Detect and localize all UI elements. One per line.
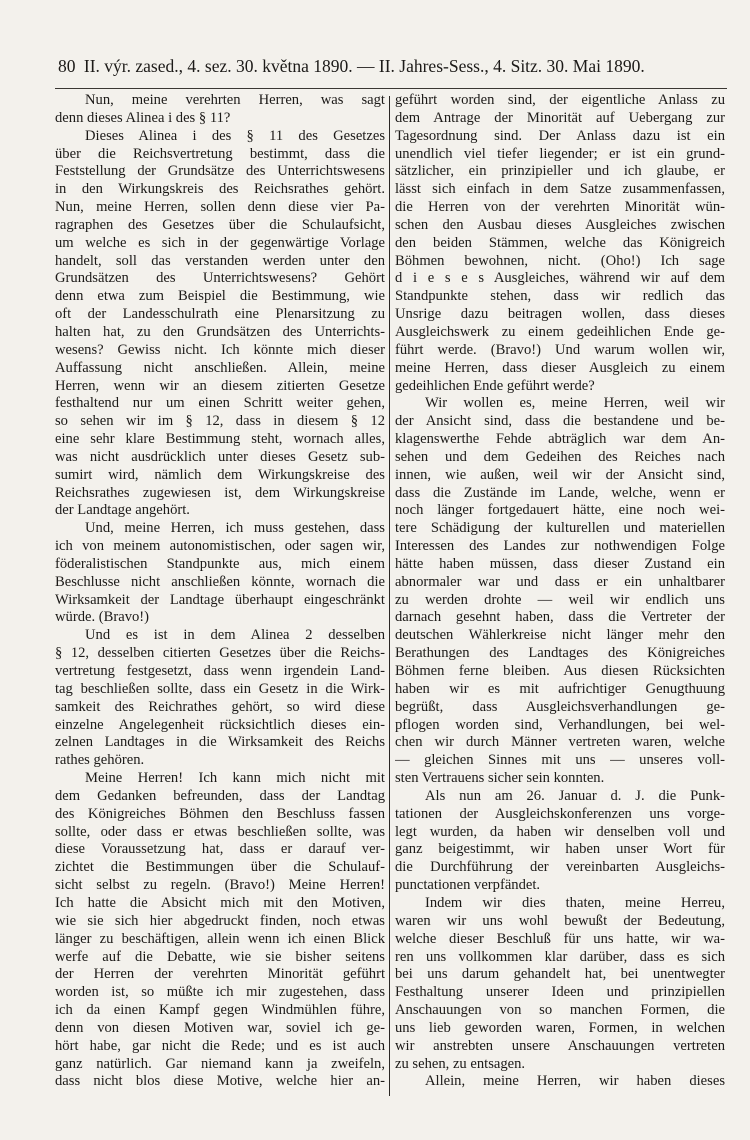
text-line: — gleichen Sinnes mit uns — unseres voll- (395, 752, 725, 769)
text-line: Meine Herren! Ich kann mich nicht mit (85, 770, 385, 787)
text-line: sten Vertrauens sicher sein konnten. (395, 770, 605, 787)
text-line: zelnen Landtages in die Wirksamkeit des Reichs (55, 734, 385, 751)
text-line: meine Herren, dass dieser Ausgleich zu einem (395, 359, 725, 376)
text-line: Indem wir dies thaten, meine Herreu, (425, 894, 725, 911)
text-line: waren wir uns wohl bewußt der Bedeutung, (395, 912, 725, 929)
text-line: gedeihlichen Ende geführt werde? (395, 377, 595, 394)
text-line: unendlich viel tiefer liegender; er ist ein grund- (395, 145, 725, 162)
text-line: ganz natürlich. Gar niemand kann ja zweifeln, (55, 1055, 385, 1072)
text-line: noch länger fortgedauert hätte, eine noch wei- (395, 502, 725, 519)
header-title: II. výr. zased., 4. sez. 30. května 1890. — II. Jahres-Sess., 4. Sitz. 30. Mai 1890. (83, 56, 645, 76)
text-line: denn von diesen Motiven war, soviel ich ge- (55, 1019, 385, 1036)
text-line: Wir wollen es, meine Herren, weil wir (425, 395, 725, 412)
text-line: zu sehen, zu entsagen. (395, 1055, 526, 1072)
text-line: ganz beigestimmt, wir haben unser Wort für (395, 841, 725, 858)
text-line: sicht selbst zu regeln. (Bravo!) Meine Herren! (55, 877, 385, 894)
text-line: zu werden drohte — weil wir endlich uns (395, 591, 725, 608)
running-header (58, 56, 725, 77)
text-line: Beschlusse nicht anschließen könnte, wornach die (55, 573, 385, 590)
text-line: wesens? Gewiss nicht. Ich könnte mich dieser (55, 341, 385, 358)
text-line: wir anstrebten unsere Anschauungen vertreten (395, 1037, 725, 1054)
text-line: tere Schädigung der kulturellen und materiellen (395, 520, 725, 537)
text-line: handelt, soll das verstanden werden unter den (55, 252, 385, 269)
text-line: ich von meinem autonomistischen, oder sagen wir, (55, 538, 385, 555)
text-line: tationen der Ausgleichskonferenzen uns vorge- (395, 805, 725, 822)
text-line: Berathungen des Landtages des Königreiches (395, 645, 725, 662)
text-line: samkeit des Reichrathes gehört, so wird diese (55, 698, 385, 715)
page-number: 80 (58, 56, 76, 76)
text-line: vertretung festgesetzt, dass wenn irgendein Land- (55, 663, 385, 679)
text-line: innen, wie außen, weil wir der Ansicht sind, (395, 466, 725, 483)
text-line: Böhmen ferne bleiben. Aus diesen Rücksichten (395, 663, 725, 679)
text-line: Als nun am 26. Januar d. J. die Punk- (425, 787, 725, 804)
text-line: sumirt wird, nämlich dem Wirkungskreise des (55, 466, 385, 483)
text-line: schen den Ausbau dieses Ausgleiches zwischen (395, 216, 725, 233)
text-line: hört habe, gar nicht die Rede; und es ist auch (55, 1037, 385, 1054)
text-line: halten hat, zu den Grundsätzen des Unterrichts- (55, 323, 385, 340)
text-line: sätzlicher, ein prinzipieller und ich glaube, er (395, 163, 725, 180)
text-line: denn dieses Alinea i des § 11? (55, 109, 231, 126)
text-line: oft der Landesschulrath eine Plenarsitzung zu (55, 306, 385, 323)
text-line: Nun, meine verehrten Herren, was sagt (85, 92, 385, 108)
text-line: einzelne Angelegenheit rücksichtlich dieses ein- (55, 716, 385, 733)
text-line: legt wurden, da haben wir denselben voll und (395, 823, 725, 840)
text-line: Herren, wenn wir an diesem zitierten Gesetze (55, 377, 385, 394)
text-line: ich da einen Kampf gegen Windmühlen führe, (55, 1002, 385, 1019)
text-line: § 12, desselben citierten Gesetzes über die Reichs- (55, 645, 385, 662)
text-line: die Durchführung der vereinbarten Ausgleichs- (395, 859, 725, 876)
text-line: Ausgleichswerk zu einem gedeihlichen Ende ge- (395, 323, 725, 340)
text-line: um welche es sich in der gegenwärtige Vorlage (55, 234, 385, 251)
text-line: punctationen verpfändet. (395, 877, 541, 894)
text-line: deutschen Wählerkreise nicht länger mehr den (395, 627, 725, 644)
text-line: ragraphen des Gesetzes über die Schulaufsicht, (55, 216, 385, 233)
text-line: Ich hatte die Absicht mich mit den Motiven, (55, 894, 385, 911)
text-line: Festhaltung unserer Ideen und prinzipiellen (395, 984, 725, 1001)
text-line: führt werde. (Bravo!) Und warum wollen wir, (395, 341, 725, 358)
text-line: Anschauungen von so manchen Formen, die (395, 1002, 725, 1019)
text-line: Feststellung der Grundsätze des Unterrichtswesens (55, 163, 385, 180)
text-line: uns lieb geworden waren, Formen, in welchen (395, 1019, 725, 1036)
text-line: welche dieser Beschluß für uns hatte, wir wa- (395, 930, 725, 947)
text-line: Grundsätzen des Unterrichtswesens? Gehört (55, 270, 385, 287)
text-line: so sehen wir im § 12, dass in diesem § 12 (55, 413, 385, 430)
text-line: Und, meine Herren, ich muss gestehen, dass (85, 520, 385, 537)
text-line: tag beschließen sollte, dass ein Gesetz in die Wirk- (55, 680, 385, 697)
text-line: Unsrige dazu beitragen wollen, dass dieses (395, 306, 725, 323)
text-line: was nicht ausdrücklich unter dieses Gesetz sub- (55, 448, 385, 465)
column-divider (389, 96, 390, 1096)
text-line: lässt sich einfach in dem Satze zusammenfassen, (395, 181, 725, 198)
text-line: würde. (Bravo!) (55, 609, 150, 626)
text-line: dass die Zustände im Lande, welche, wenn er (395, 484, 725, 501)
text-line: Dieses Alinea i des § 11 des Gesetzes (85, 127, 385, 144)
text-line: Auffassung nicht anschließen. Allein, meine (55, 359, 385, 376)
text-line: pflogen worden sind, Verhandlungen, bei wel- (395, 716, 725, 733)
text-line: darnach gesehnt haben, dass die Vertreter der (395, 609, 725, 626)
right-text-column (395, 92, 725, 1091)
text-line: klagenswerthe Fehde abträglich war dem An- (395, 431, 725, 448)
text-line: wie sie sich hier abgedruckt finden, noch etwas (55, 912, 385, 929)
text-line: werfe auf die Debatte, wie sie bisher seitens (55, 948, 385, 965)
text-line: abnormaler war und dass er ein unhaltbarer (395, 573, 725, 590)
text-line: zichtet die Bestimmungen über die Schulauf- (55, 859, 385, 876)
text-line: Allein, meine Herren, wir haben dieses (425, 1073, 725, 1090)
text-line: festhaltend nur um einen Schritt weiter gehen, (55, 395, 385, 412)
text-line: Nun, meine Herren, sollen denn diese vier Pa- (55, 199, 385, 216)
text-line: begrüßt, dass Ausgleichsverhandlungen ge- (395, 698, 725, 715)
text-line: der Herren der verehrten Minorität geführt (55, 966, 385, 983)
text-line: über die Reichsvertretung bestimmt, dass die (55, 145, 385, 162)
left-text-column (55, 92, 385, 1091)
text-line: des Königreiches Böhmen den Beschluss fassen (55, 805, 385, 822)
text-line: worden ist, so müßte ich mir zugestehen, dass (55, 984, 385, 1001)
text-line: dem Antrage der Minorität auf Uebergang zur (395, 109, 725, 126)
text-line: rathes gehören. (55, 752, 145, 769)
text-line: Standpunkte stehen, dass wir redlich das (395, 288, 725, 305)
text-line: ren uns vollkommen klar darüber, dass es sich (395, 948, 725, 965)
text-line: Reichsrathes zugewiesen ist, dem Wirkungskreise (55, 484, 385, 501)
text-line: geführt worden sind, der eigentliche Anlass zu (395, 92, 725, 108)
text-line: eine sehr klare Bestimmung steht, wornach alles, (55, 431, 385, 448)
text-line: dass nicht blos diese Motive, welche hier an- (55, 1073, 385, 1090)
text-line: Böhmen bewohnen, nicht. (Oho!) Ich sage (395, 252, 725, 269)
text-line: diese Voraussetzung hat, dass er darauf ver- (55, 841, 385, 858)
text-line: dem Gedanken befreunden, dass der Landtag (55, 787, 385, 804)
header-rule (55, 88, 727, 89)
text-line: der Landtage angehört. (55, 502, 190, 519)
text-line: Wirksamkeit der Landtage überhaupt eingeschränkt (55, 591, 385, 608)
text-line: sehen und dem Gedeihen des Reiches nach (395, 448, 725, 465)
text-line: bei uns darum gehandelt hat, bei unentwegter (395, 966, 725, 983)
text-line: d i e s e s Ausgleiches, während wir auf dem (395, 270, 725, 287)
text-line: föderalistischen Standpunkte aus, mich einem (55, 555, 385, 572)
text-line: denn etwa zum Beispiel die Bestimmung, wie (55, 288, 385, 305)
text-line: der Ansicht sind, dass die bestandene und be- (395, 413, 725, 430)
text-line: hätte haben müssen, dass dieser Zustand ein (395, 555, 725, 572)
text-line: haben wir es mit aufrichtiger Genugthuung (395, 680, 725, 697)
text-line: Und es ist in dem Alinea 2 desselben (85, 627, 385, 644)
text-line: den beiden Stämmen, welche das Königreich (395, 234, 725, 251)
text-line: die Herren von der verehrten Minorität wün- (395, 199, 725, 216)
text-line: chen wir durch Männer vertreten waren, welche (395, 734, 725, 751)
text-line: Tagesordnung sind. Der Anlass dazu ist ein (395, 127, 725, 144)
text-line: Interessen des Landes zur nothwendigen Folge (395, 538, 725, 555)
text-line: länger zu beschäftigen, allein wenn ich einen Blick (55, 930, 385, 947)
text-line: sollte, oder dass er etwas beschließen sollte, was (55, 823, 385, 840)
text-line: in den Wirkungskreis des Reichsrathes gehört. (55, 181, 385, 198)
